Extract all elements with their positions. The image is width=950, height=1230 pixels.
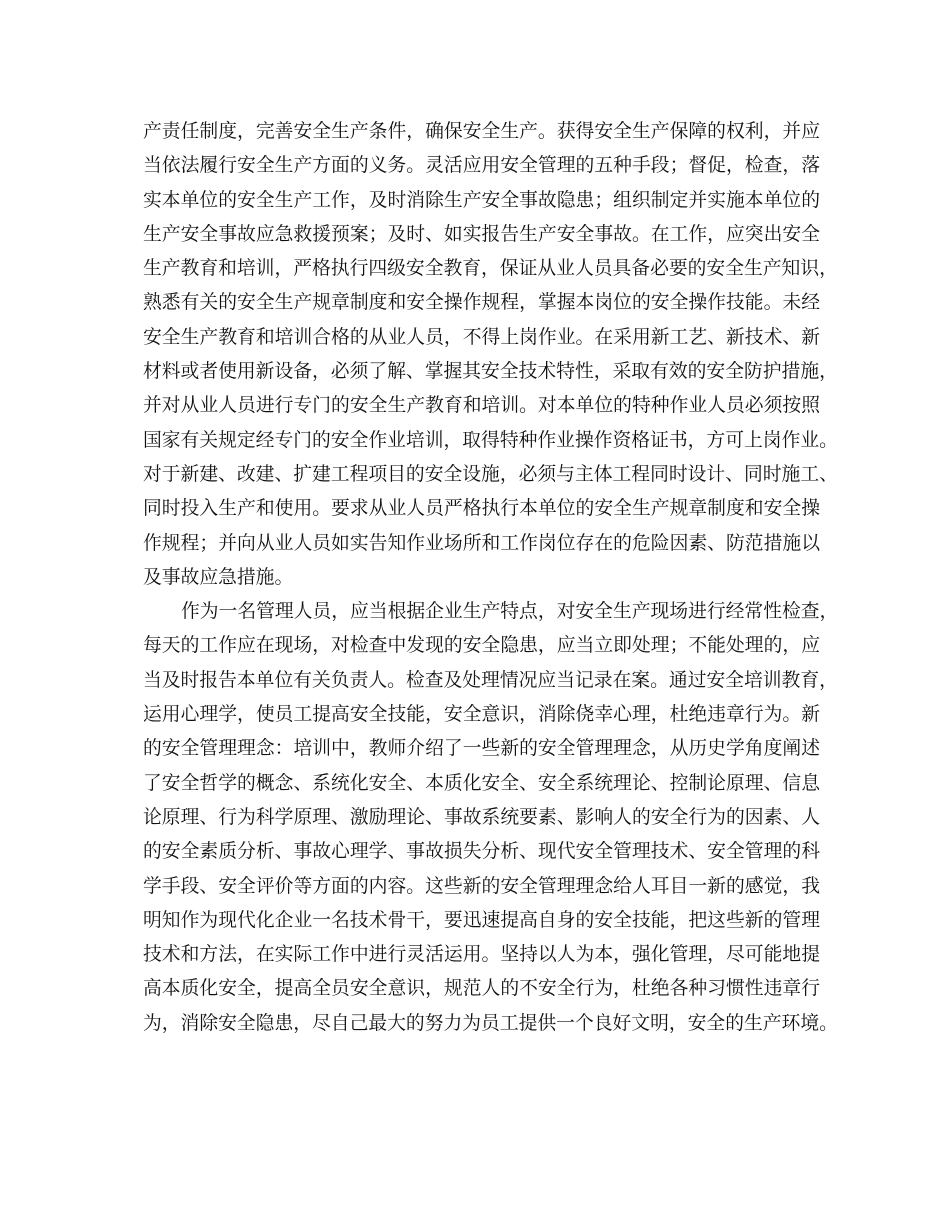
- text-line: 论原理、行为科学原理、激励理论、事故系统要素、影响人的安全行为的因素、人: [143, 806, 820, 828]
- text-line: 安全生产教育和培训合格的从业人员，不得上岗作业。在采用新工艺、新技术、新: [143, 326, 820, 348]
- text-line: 技术和方法，在实际工作中进行灵活运用。坚持以人为本，强化管理，尽可能地提: [143, 944, 820, 966]
- text-line: 的安全素质分析、事故心理学、事故损失分析、现代安全管理技术、安全管理的科: [143, 841, 820, 863]
- document-page: [143, 115, 839, 1041]
- text-line: 当依法履行安全生产方面的义务。灵活应用安全管理的五种手段；督促，检查，落: [143, 155, 820, 177]
- text-line: 实本单位的安全生产工作，及时消除生产安全事故隐患；组织制定并实施本单位的: [143, 189, 820, 211]
- text-line: 作规程；并向从业人员如实告知作业场所和工作岗位存在的危险因素、防范措施以: [143, 532, 820, 554]
- text-line: 同时投入生产和使用。要求从业人员严格执行本单位的安全生产规章制度和安全操: [143, 498, 820, 520]
- paragraph-2: [143, 595, 839, 1041]
- text-line: 对于新建、改建、扩建工程项目的安全设施，必须与主体工程同时设计、同时施工、: [143, 463, 838, 485]
- text-line: 运用心理学，使员工提高安全技能，安全意识，消除侥幸心理，杜绝违章行为。新: [143, 704, 820, 726]
- text-line: 生产教育和培训，严格执行四级安全教育，保证从业人员具备必要的安全生产知识，: [143, 258, 838, 280]
- text-line: 并对从业人员进行专门的安全生产教育和培训。对本单位的特种作业人员必须按照: [143, 395, 820, 417]
- text-line: 及事故应急措施。: [143, 566, 294, 588]
- text-line: 的安全管理理念：培训中，教师介绍了一些新的安全管理理念，从历史学角度阐述: [143, 738, 820, 760]
- text-line: 国家有关规定经专门的安全作业培训，取得特种作业操作资格证书，方可上岗作业。: [143, 429, 838, 451]
- text-line: 材料或者使用新设备，必须了解、掌握其安全技术特性，采取有效的安全防护措施，: [143, 361, 838, 383]
- text-line: 产责任制度，完善安全生产条件，确保安全生产。获得安全生产保障的权利，并应: [143, 121, 820, 142]
- text-line: 熟悉有关的安全生产规章制度和安全操作规程，掌握本岗位的安全操作技能。未经: [143, 292, 820, 314]
- text-line: 学手段、安全评价等方面的内容。这些新的安全管理理念给人耳目一新的感觉，我: [143, 875, 820, 897]
- text-line: 了安全哲学的概念、系统化安全、本质化安全、安全系统理论、控制论原理、信息: [143, 772, 820, 794]
- text-line: 高本质化安全，提高全员安全意识，规范人的不安全行为，杜绝各种习惯性违章行: [143, 978, 820, 1000]
- text-line: 当及时报告本单位有关负责人。检查及处理情况应当记录在案。通过安全培训教育，: [143, 669, 838, 691]
- paragraph-1: [143, 115, 838, 595]
- text-line: 作为一名管理人员，应当根据企业生产特点，对安全生产现场进行经常性检查，: [181, 601, 839, 623]
- text-line: 为，消除安全隐患，尽自己最大的努力为员工提供一个良好文明，安全的生产环境。: [143, 1012, 838, 1034]
- text-line: 每天的工作应在现场，对检查中发现的安全隐患，应当立即处理；不能处理的，应: [143, 635, 820, 657]
- text-line: 生产安全事故应急救援预案；及时、如实报告生产安全事故。在工作，应突出安全: [143, 223, 820, 245]
- text-line: 明知作为现代化企业一名技术骨干，要迅速提高自身的安全技能，把这些新的管理: [143, 909, 820, 931]
